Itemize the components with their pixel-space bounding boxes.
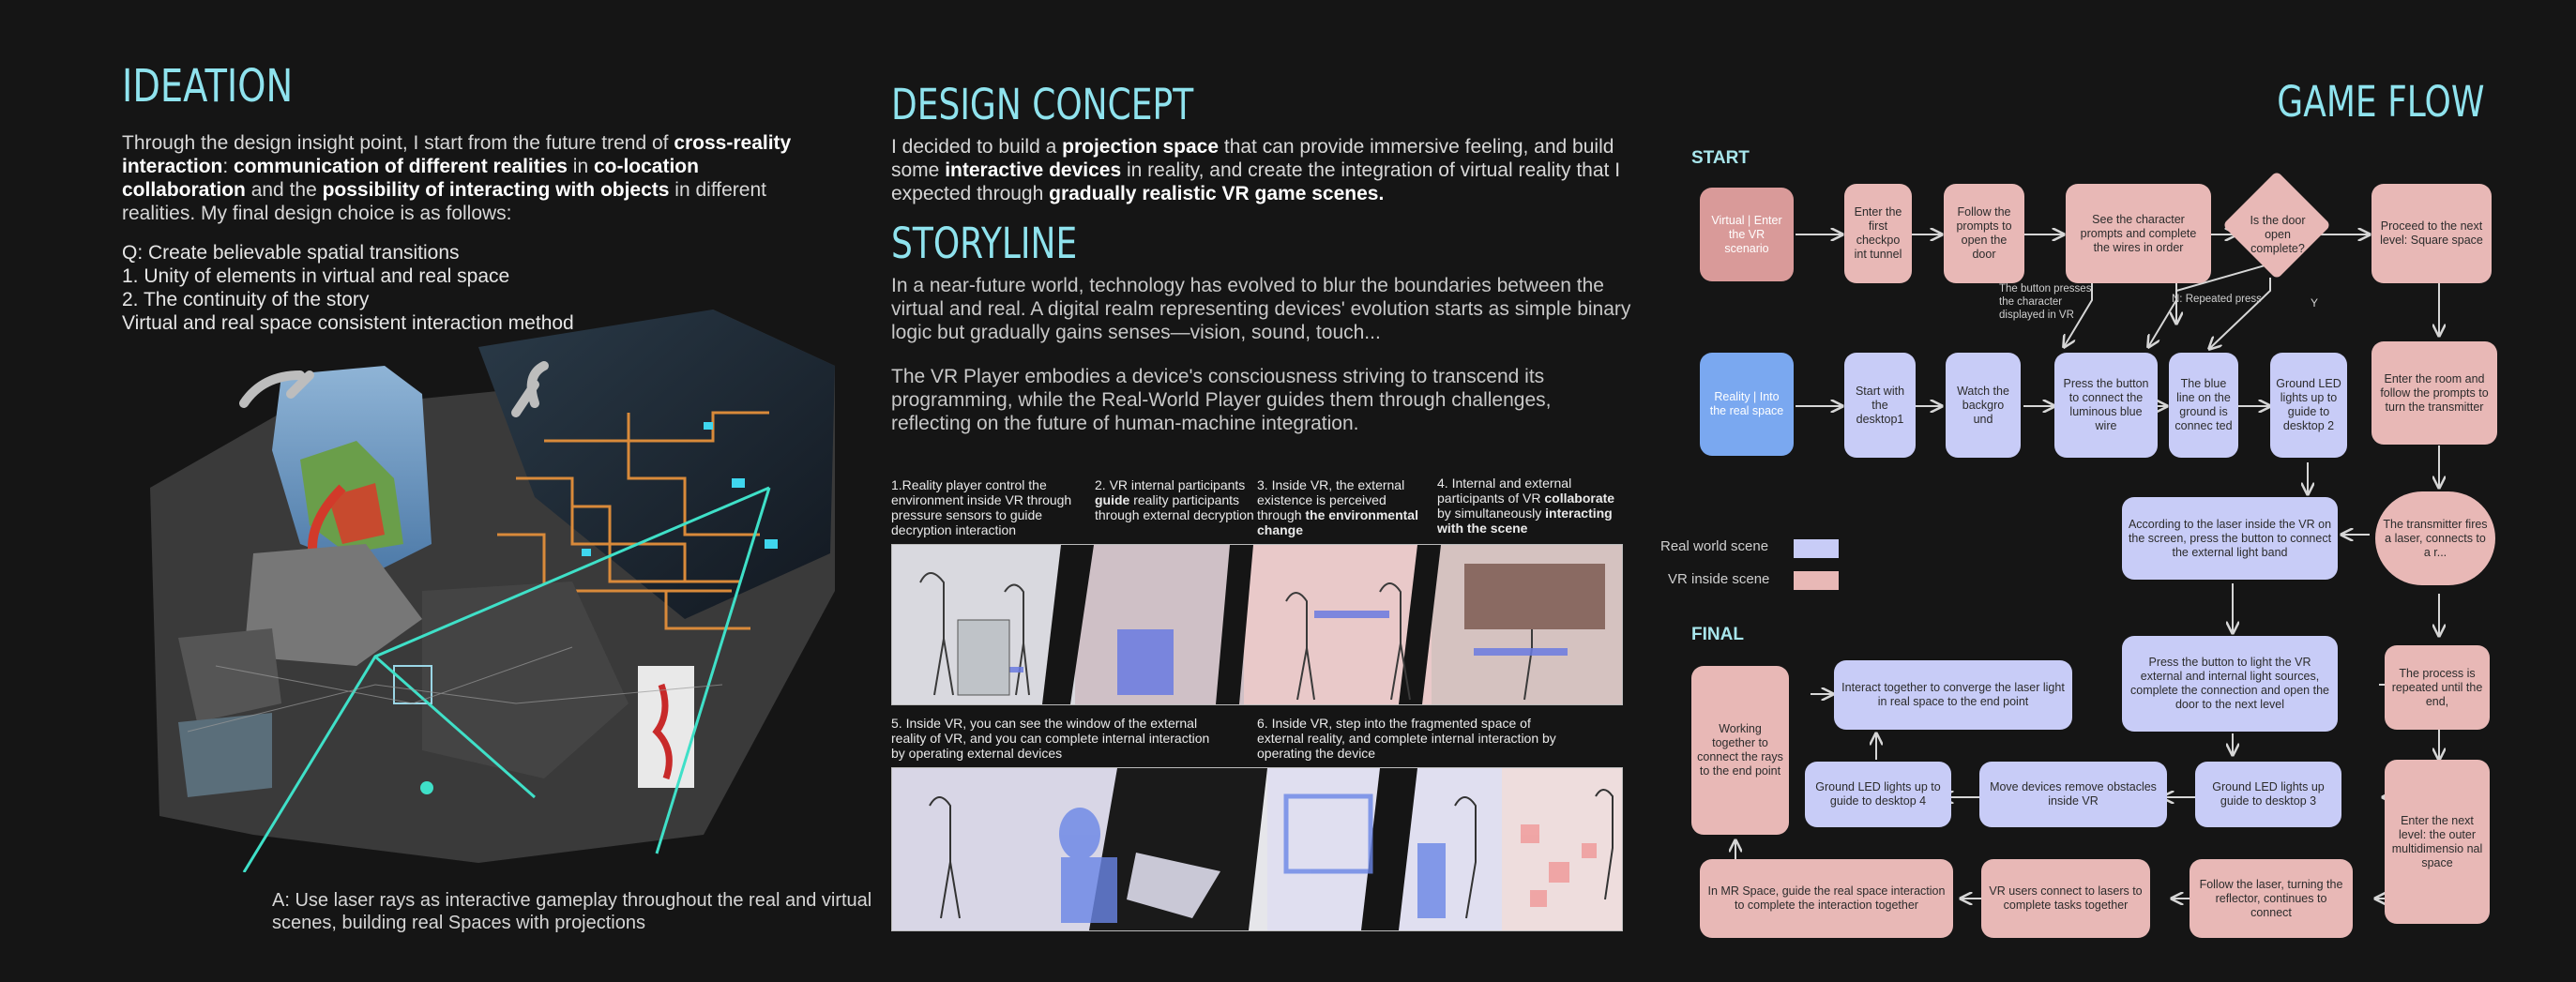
node-checkpoint: Enter the first checkpo int tunnel [1844, 184, 1912, 283]
node-square-space: Proceed to the next level: Square space [2371, 184, 2492, 283]
storyline-caption-1: 1.Reality player control the environment inside VR through pressure sensors to guide decryption interaction [891, 477, 1072, 537]
node-laser-screen: According to the laser inside the VR on the screen, press the button to connect the external light band [2122, 497, 2338, 580]
ideation-answer: A: Use laser rays as interactive gameplay throughout the real and virtual scenes, building real Spaces with projections [272, 890, 872, 933]
node-follow-prompts: Follow the prompts to open the door [1944, 184, 2024, 283]
list-item: Virtual and real space consistent interaction method [122, 312, 574, 334]
node-enter-room: Enter the room and follow the prompts to turn the transmitter [2371, 341, 2497, 445]
node-process-repeated: The process is repeated until the end, [2385, 645, 2490, 730]
node-desktop1: Start with the desktop1 [1844, 353, 1916, 458]
ideation-illustration [141, 310, 844, 872]
ideation-paragraph: Through the design insight point, I start from the future trend of cross-reality interaction: communication of different realities in co-location collaboration and the possibility of interacting with objects in different realities. My final design choice is as follows: [122, 132, 792, 224]
node-led-desktop3: Ground LED lights up guide to desktop 3 [2195, 762, 2341, 827]
node-outer-multidimensional: Enter the next level: the outer multidimensio nal space [2385, 760, 2490, 924]
node-watch-background: Watch the backgro und [1946, 353, 2021, 458]
node-vr-start: Virtual | Enter the VR scenario [1700, 188, 1794, 281]
node-follow-laser: Follow the laser, turning the reflector, continues to connect [2190, 859, 2353, 938]
edge-label-repeated: N: Repeated press [2172, 294, 2262, 305]
legend-real-label: Real world scene [1660, 538, 1769, 554]
storyline-caption-6: 6. Inside VR, step into the fragmented space of external reality, and complete internal interaction by operating the device [1257, 716, 1556, 761]
list-item: Q: Create believable spatial transitions [122, 242, 460, 264]
storyboard-strip-2 [891, 767, 1623, 931]
node-see-character: See the character prompts and complete the wires in order [2066, 184, 2211, 283]
node-real-start: Reality | Into the real space [1700, 353, 1794, 456]
storyline-paragraph-1: In a near-future world, technology has evolved to blur the boundaries between the virtual and real. A digital realm representing devices' evolution starts as simple binary logic but gradually gains senses—vision, sound, touch... [891, 275, 1631, 343]
node-door-open: Is the door open complete? [2250, 213, 2306, 255]
edge-label-presses: The button presses the character displayed in VR [1999, 283, 2092, 321]
storyline-caption-2: 2. VR internal participants guide reality participants through external decryption [1095, 477, 1254, 522]
node-press-blue-wire: Press the button to connect the luminous blue wire [2054, 353, 2158, 458]
design-concept-paragraph: I decided to build a projection space that can provide immersive feeling, and build some interactive devices in reality, and create the integration of virtual reality that I expected through gradually realistic VR game scenes. [891, 136, 1621, 204]
legend-vr-label: VR inside scene [1668, 571, 1770, 587]
node-led-desktop4: Ground LED lights up to guide to desktop 4 [1805, 762, 1951, 827]
list-item: 1. Unity of elements in virtual and real space [122, 265, 510, 287]
node-press-light: Press the button to light the VR external and internal light sources, complete the connection and open the door to the next level [2122, 636, 2338, 732]
node-vr-users: VR users connect to lasers to complete tasks together [1981, 859, 2150, 938]
storyline-caption-4: 4. Internal and external participants of VR collaborate by simultaneously interacting with the scene [1437, 476, 1615, 536]
node-move-devices: Move devices remove obstacles inside VR [1979, 762, 2167, 827]
final-label: FINAL [1691, 625, 1744, 644]
edge-label-yes: Y [2311, 296, 2319, 310]
storyline-title: STORYLINE [891, 219, 1078, 268]
storyline-paragraph-2: The VR Player embodies a device's consciousness striving to transcend its programming, while the Real-World Player guides them through challenges, reflecting on the future of human-machine integration. [891, 366, 1552, 434]
start-label: START [1691, 148, 1750, 168]
node-ground-led-2: Ground LED lights up to guide to desktop 2 [2270, 353, 2347, 458]
node-mr-space: In MR Space, guide the real space interaction to complete the interaction together [1700, 859, 1953, 938]
node-blue-line: The blue line on the ground is connec ted [2169, 353, 2238, 458]
node-transmitter: The transmitter fires a laser, connects to a r... [2375, 491, 2495, 585]
ideation-title: IDEATION [122, 60, 294, 113]
node-working-together: Working together to connect the rays to the end point [1691, 666, 1789, 835]
node-converge-laser: Interact together to converge the laser light in real space to the end point [1834, 660, 2072, 730]
storyline-caption-3: 3. Inside VR, the external existence is perceived through the environmental change [1257, 477, 1418, 537]
design-concept-title: DESIGN CONCEPT [891, 80, 1194, 129]
list-item: 2. The continuity of the story [122, 289, 370, 310]
storyline-caption-5: 5. Inside VR, you can see the window of the external reality of VR, and you can complete internal interaction by operating external devices [891, 716, 1210, 761]
storyboard-strip-1 [891, 544, 1623, 705]
game-flow-title: GAME FLOW [2276, 77, 2484, 127]
